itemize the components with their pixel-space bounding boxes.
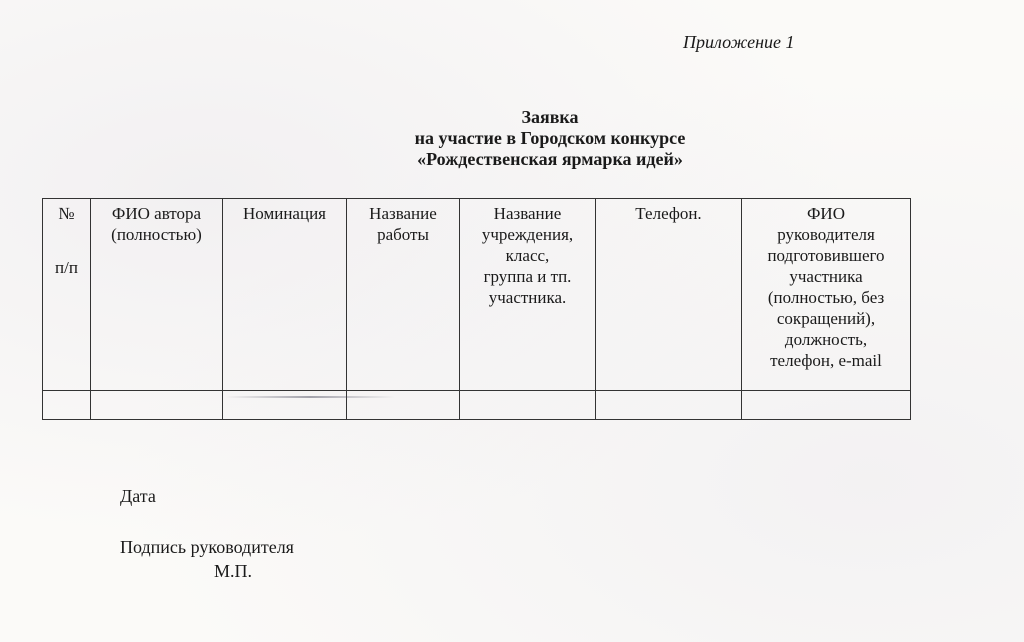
table-row xyxy=(43,391,911,420)
title-line-1: Заявка xyxy=(521,107,579,127)
header-author-text: ФИО автора (полностью) xyxy=(111,204,202,244)
stamp-label: М.П. xyxy=(214,561,253,581)
header-number-sub: п/п xyxy=(55,258,78,277)
table-cell xyxy=(223,391,347,420)
title-line-3: «Рождественская ярмарка идей» xyxy=(417,149,683,169)
scan-mark xyxy=(225,396,395,398)
title-line-2: на участие в Городском конкурсе xyxy=(414,128,686,148)
header-work-title-text: Название работы xyxy=(369,204,437,244)
header-number-symbol: № xyxy=(58,204,75,223)
application-table xyxy=(42,198,911,420)
table-cell xyxy=(460,391,596,420)
header-nomination-text: Номинация xyxy=(243,204,326,223)
appendix-label: Приложение 1 xyxy=(683,32,795,52)
table-cell xyxy=(91,391,223,420)
table-cell xyxy=(596,391,742,420)
table-cell xyxy=(43,391,91,420)
header-work-title xyxy=(347,199,460,391)
header-supervisor xyxy=(742,199,911,391)
table-cell xyxy=(742,391,911,420)
signature-label: Подпись руководителя xyxy=(120,537,294,557)
date-label: Дата xyxy=(120,486,156,506)
header-phone xyxy=(596,199,742,391)
header-nomination xyxy=(223,199,347,391)
header-supervisor-text: ФИО руководителя подготовившего участника (полностью, без сокращений), должность, телефон, e-mail xyxy=(767,204,885,370)
header-author xyxy=(91,199,223,391)
header-institution-text: Название учреждения, класс, группа и тп. участника. xyxy=(481,204,574,307)
header-number xyxy=(43,199,91,391)
header-phone-text: Телефон. xyxy=(635,204,702,223)
document-title xyxy=(300,107,800,170)
table-cell xyxy=(347,391,460,420)
table-header-row xyxy=(43,199,911,391)
header-institution xyxy=(460,199,596,391)
